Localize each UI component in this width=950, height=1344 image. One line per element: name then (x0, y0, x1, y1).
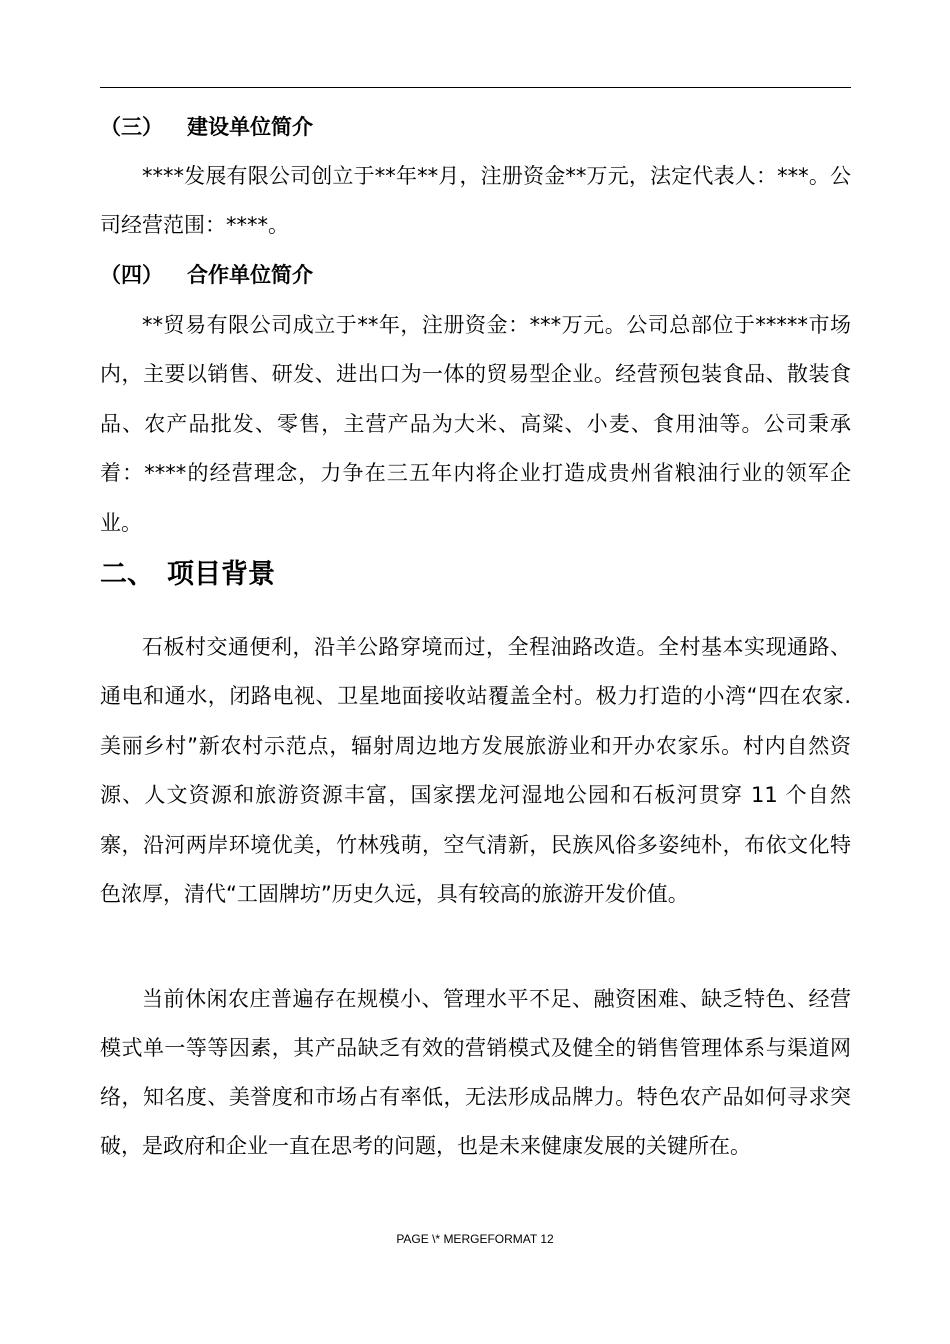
section-4-body: **贸易有限公司成立于**年，注册资金：***万元。公司总部位于*****市场内，主要以销售、研发、进出口为一体的贸易型企业。经营预包装食品、散装食品、农产品批发、零售，主营产品为大米、高粱、小麦、食用油等。公司秉承着：****的经营理念，力争在三五年内将企业打造成贵州省粮油行业的领军企业。 (100, 313, 851, 535)
section-4-heading (100, 260, 313, 290)
header-rule (100, 87, 851, 88)
section-3-heading (100, 112, 313, 142)
page-footer: PAGE \* MERGEFORMAT 12 (396, 1232, 554, 1246)
section-3-title: 建设单位简介 (187, 115, 313, 139)
chapter-2-title: 项目背景 (167, 559, 275, 590)
chapter-2-number: 二、 (100, 559, 154, 590)
chapter-2-paragraph-1: 石板村交通便利，沿羊公路穿境而过，全程油路改造。全村基本实现通路、通电和通水，闭路电视、卫星地面接收站覆盖全村。极力打造的小湾“四在农家.美丽乡村”新农村示范点，辐射周边地方发展旅游业和开办农家乐。村内自然资源、人文资源和旅游资源丰富，国家摆龙河湿地公园和石板河贯穿 11 个自然寨，沿河两岸环境优美，竹林残萌，空气清新，民族风俗多姿纯朴，布依文化特色浓厚，清代“工固牌坊”历史久远，具有较高的旅游开发价值。 (100, 635, 851, 907)
chapter-2-paragraph-2: 当前休闲农庄普遍存在规模小、管理水平不足、融资困难、缺乏特色、经营模式单一等等因素，其产品缺乏有效的营销模式及健全的销售管理体系与渠道网络，知名度、美誉度和市场占有率低，无法形成品牌力。特色农产品如何寻求突破，是政府和企业一直在思考的问题，也是未来健康发展的关键所在。 (100, 987, 851, 1158)
section-4-title: 合作单位简介 (187, 263, 313, 287)
section-3-body: ****发展有限公司创立于**年**月，注册资金**万元，法定代表人：***。公司经营范围：****。 (100, 164, 851, 238)
section-4-number: （四） (100, 263, 163, 287)
section-3-number: （三） (100, 115, 163, 139)
chapter-2-heading (100, 557, 275, 593)
